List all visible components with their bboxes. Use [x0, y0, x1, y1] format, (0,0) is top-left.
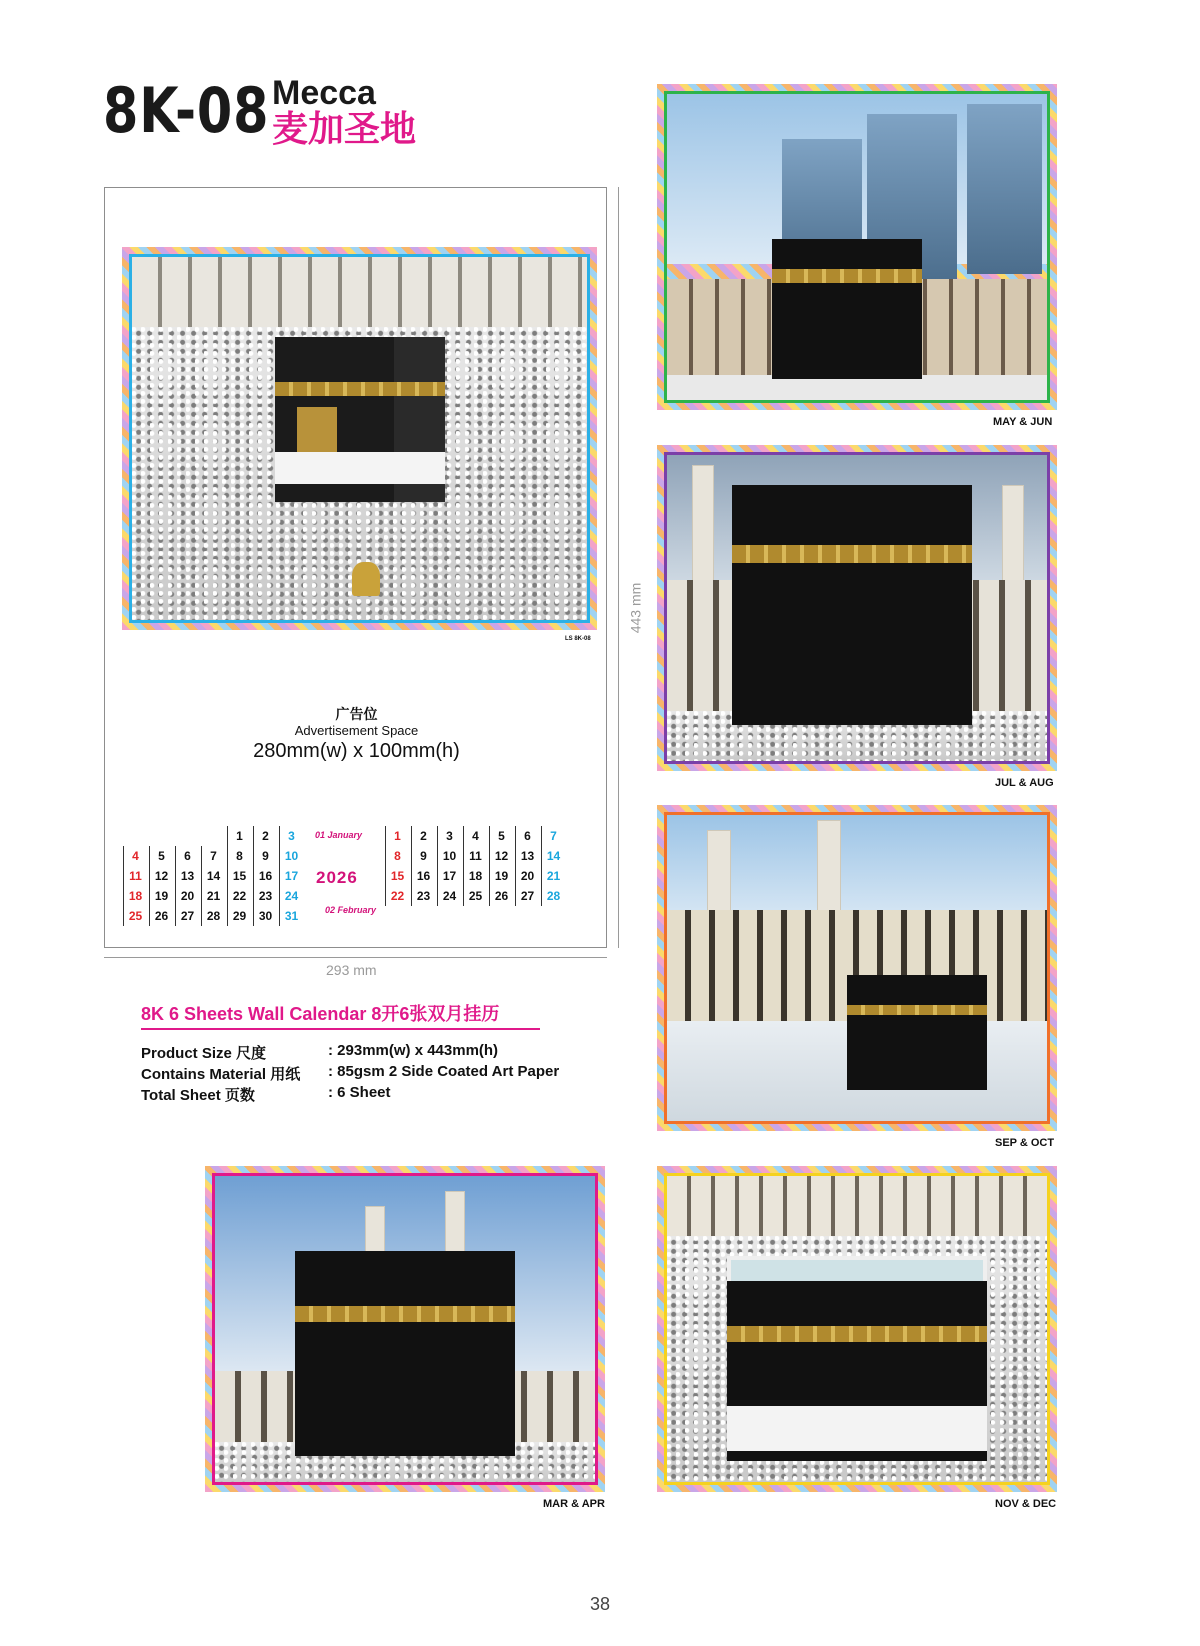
- calendar-day: 8: [227, 846, 251, 866]
- thumbnail-caption: NOV & DEC: [995, 1498, 1057, 1510]
- spec-value: : 85gsm 2 Side Coated Art Paper: [328, 1063, 560, 1080]
- calendar-day: 11: [463, 846, 487, 866]
- calendar-day: 22: [385, 886, 409, 906]
- calendar-day: 15: [227, 866, 251, 886]
- spec-label: Product Size 尺度: [141, 1045, 267, 1062]
- calendar-day: 9: [411, 846, 435, 866]
- calendar-day: 2: [411, 826, 435, 846]
- cover-photo-frame: [122, 247, 597, 630]
- calendar-day: 21: [541, 866, 565, 886]
- thumbnail-may-jun: [657, 84, 1057, 410]
- calendar-day: 15: [385, 866, 409, 886]
- calendar-day: 30: [253, 906, 277, 926]
- calendar-day: 27: [175, 906, 199, 926]
- height-dimension-line: [618, 187, 619, 948]
- thumbnail-mar-apr: [205, 1166, 605, 1492]
- calendar-day: 6: [175, 846, 199, 866]
- calendar-day: 20: [175, 886, 199, 906]
- thumbnail-sep-oct: [657, 805, 1057, 1131]
- thumbnail-nov-dec: [657, 1166, 1057, 1492]
- calendar-day: 21: [201, 886, 225, 906]
- spec-label: Total Sheet 页数: [141, 1087, 255, 1104]
- calendar-mockup-sheet: [104, 187, 607, 948]
- spec-label: Contains Material 用纸: [141, 1066, 301, 1083]
- calendar-day: 16: [411, 866, 435, 886]
- page-number: 38: [589, 1594, 611, 1614]
- calendar-day: 12: [489, 846, 513, 866]
- calendar-day: 6: [515, 826, 539, 846]
- spec-value: : 293mm(w) x 443mm(h): [328, 1042, 499, 1059]
- cover-photo: [129, 254, 590, 623]
- calendar-day: 13: [175, 866, 199, 886]
- calendar-day: 14: [541, 846, 565, 866]
- calendar-day: 10: [279, 846, 303, 866]
- calendar-day: 5: [489, 826, 513, 846]
- calendar-day: 24: [437, 886, 461, 906]
- calendar-day: 19: [489, 866, 513, 886]
- calendar-day: 3: [279, 826, 303, 846]
- spec-value: : 6 Sheet: [328, 1084, 391, 1101]
- ad-space-size: 280mm(w) x 100mm(h): [253, 740, 460, 762]
- calendar-day: 17: [437, 866, 461, 886]
- calendar-day: 26: [489, 886, 513, 906]
- calendar-day: 2: [253, 826, 277, 846]
- title-english: Mecca: [272, 74, 376, 112]
- calendar-day: 13: [515, 846, 539, 866]
- calendar-day: 18: [463, 866, 487, 886]
- sheet-code: LS 8K-08: [565, 636, 591, 642]
- calendar-day: 11: [123, 866, 147, 886]
- month-label-february: 02 February: [325, 905, 377, 915]
- spec-divider: [141, 1028, 540, 1030]
- calendar-day: 4: [463, 826, 487, 846]
- calendar-day: 10: [437, 846, 461, 866]
- calendar-day: 5: [149, 846, 173, 866]
- calendar-year: 2026: [316, 868, 358, 887]
- calendar-day: 17: [279, 866, 303, 886]
- calendar-day: 24: [279, 886, 303, 906]
- thumbnail-caption: SEP & OCT: [995, 1137, 1055, 1149]
- thumbnail-caption: MAY & JUN: [993, 416, 1053, 428]
- calendar-day: 7: [541, 826, 565, 846]
- calendar-day: 23: [253, 886, 277, 906]
- spec-title: 8K 6 Sheets Wall Calendar 8开6张双月挂历: [141, 1004, 500, 1024]
- calendar-day: 23: [411, 886, 435, 906]
- thumbnail-jul-aug: [657, 445, 1057, 771]
- calendar-day: 7: [201, 846, 225, 866]
- calendar-day: 4: [123, 846, 147, 866]
- calendar-day: 12: [149, 866, 173, 886]
- calendar-day: 22: [227, 886, 251, 906]
- title-chinese: 麦加圣地: [272, 109, 417, 150]
- calendar-day: 16: [253, 866, 277, 886]
- calendar-day: 26: [149, 906, 173, 926]
- calendar-day: 9: [253, 846, 277, 866]
- thumbnail-caption: JUL & AUG: [995, 777, 1054, 789]
- calendar-day: 1: [385, 826, 409, 846]
- calendar-day: 3: [437, 826, 461, 846]
- product-code: 8K-08: [103, 74, 270, 147]
- calendar-day: 19: [149, 886, 173, 906]
- calendar-day: 29: [227, 906, 251, 926]
- ad-space-chinese: 广告位: [335, 706, 378, 722]
- calendar-day: 8: [385, 846, 409, 866]
- calendar-day: 28: [541, 886, 565, 906]
- calendar-day: 25: [123, 906, 147, 926]
- calendar-day: 20: [515, 866, 539, 886]
- month-label-january: 01 January: [315, 830, 363, 840]
- width-dimension: 293 mm: [326, 962, 377, 978]
- calendar-day: 31: [279, 906, 303, 926]
- calendar-day: 28: [201, 906, 225, 926]
- calendar-day: 14: [201, 866, 225, 886]
- ad-space-english: Advertisement Space: [294, 723, 419, 738]
- height-dimension: 443 mm: [627, 582, 644, 634]
- calendar-day: 18: [123, 886, 147, 906]
- calendar-day: 27: [515, 886, 539, 906]
- thumbnail-caption: MAR & APR: [543, 1498, 605, 1510]
- calendar-day: 25: [463, 886, 487, 906]
- calendar-day: 1: [227, 826, 251, 846]
- width-dimension-line: [104, 957, 607, 958]
